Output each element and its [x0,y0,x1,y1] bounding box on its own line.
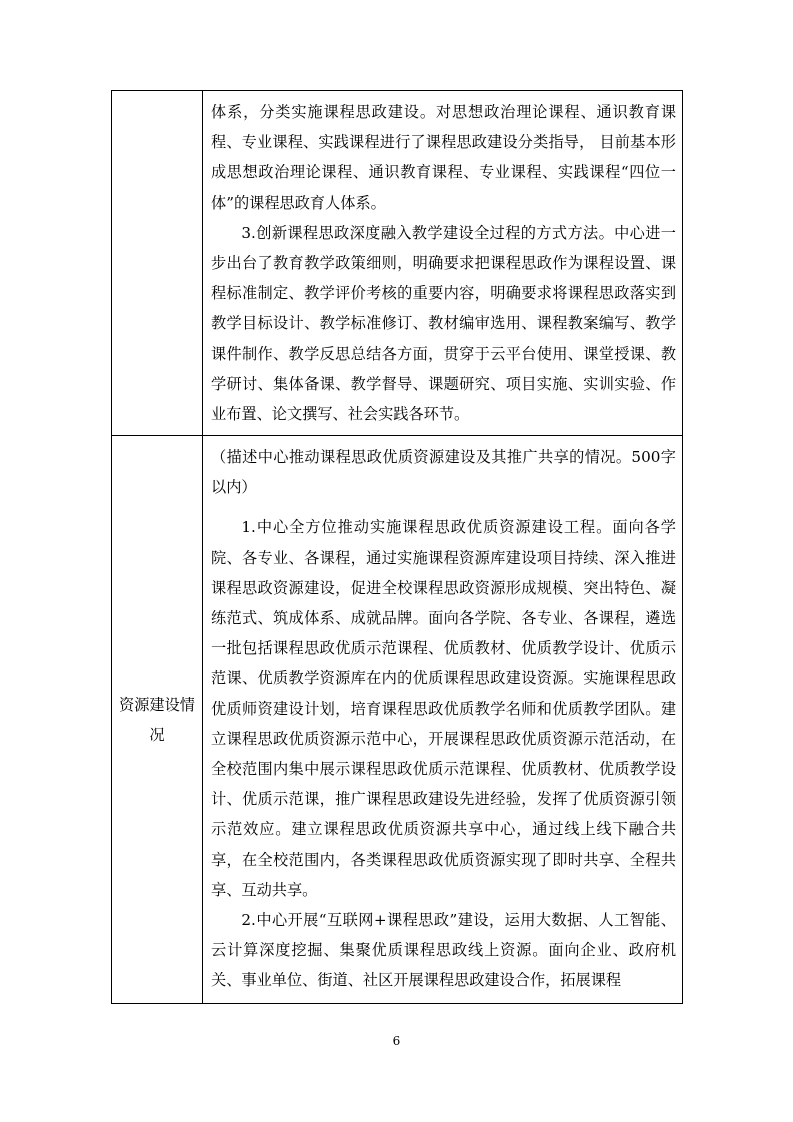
paragraph-item-3: 3.创新课程思政深度融入教学建设全过程的方式方法。中心进一步出台了教育教学政策细则，明确要求把课程思政作为课程设置、课程标准制定、教学评价考核的重要内容，明确要求将课程思政落实到教学目标设计、教学标准修订、教材编审选用、课程教案编写、教学课件制作、教学反思总结各方面，贯穿于云平台使用、课堂授课、教学研讨、集体备课、教学督导、课题研究、项目实施、实训实验、作业布置、论文撰写、社会实践各环节。 [211,223,676,424]
page-number: 6 [392,1034,401,1048]
row-label-resource-construction: 资源建设情况 [119,695,195,744]
instruction-text: （描述中心推动课程思政优质资源建设及其推广共享的情况。500字以内） [211,448,676,497]
paragraph-item-2: 2.中心开展“互联网+课程思政”建设，运用大数据、人工智能、云计算深度挖掘、集聚优质课程思政线上资源。面向企业、政府机关、事业单位、街道、社区开展课程思政建设合作，拓展课程 [211,911,676,990]
paragraph-item-1: 1.中心全方位推动实施课程思政优质资源建设工程。面向各学院、各专业、各课程，通过实施课程资源库建设项目持续、深入推进课程思政资源建设，促进全校课程思政资源形成规模、突出特色、凝练范式、筑成体系、成就品牌。面向各学院、各专业、各课程，遴选一批包括课程思政优质示范课程、优质教材、优质教学设计、优质示范课、优质教学资源库在内的优质课程思政建设资源。实施课程思政优质师资建设计划，培育课程思政优质教学名师和优质教学团队。建立课程思政优质资源示范中心，开展课程思政优质资源示范活动，在全校范围内集中展示课程思政优质示范课程、优质教材、优质教学设计、优质示范课，推广课程思政建设先进经验，发挥了优质资源引领示范效应。建立课程思政优质资源共享中心，通过线上线下融合共享，在全校范围内，各类课程思政优质资源实现了即时共享、全程共享、互动共享。 [211,518,676,899]
row-content-cell [203,91,683,436]
row-label-cell [112,91,203,436]
row-content-cell [203,436,683,1004]
table-row [112,91,683,436]
form-table [111,90,683,1004]
paragraph-continuation: 体系，分类实施课程思政建设。对思想政治理论课程、通识教育课程、专业课程、实践课程进行了课程思政建设分类指导， 目前基本形成思想政治理论课程、通识教育课程、专业课程、实践课程“四位一体”的课程思政育人体系。 [211,103,676,212]
row-label-cell [112,436,203,1004]
table-row [112,436,683,1004]
